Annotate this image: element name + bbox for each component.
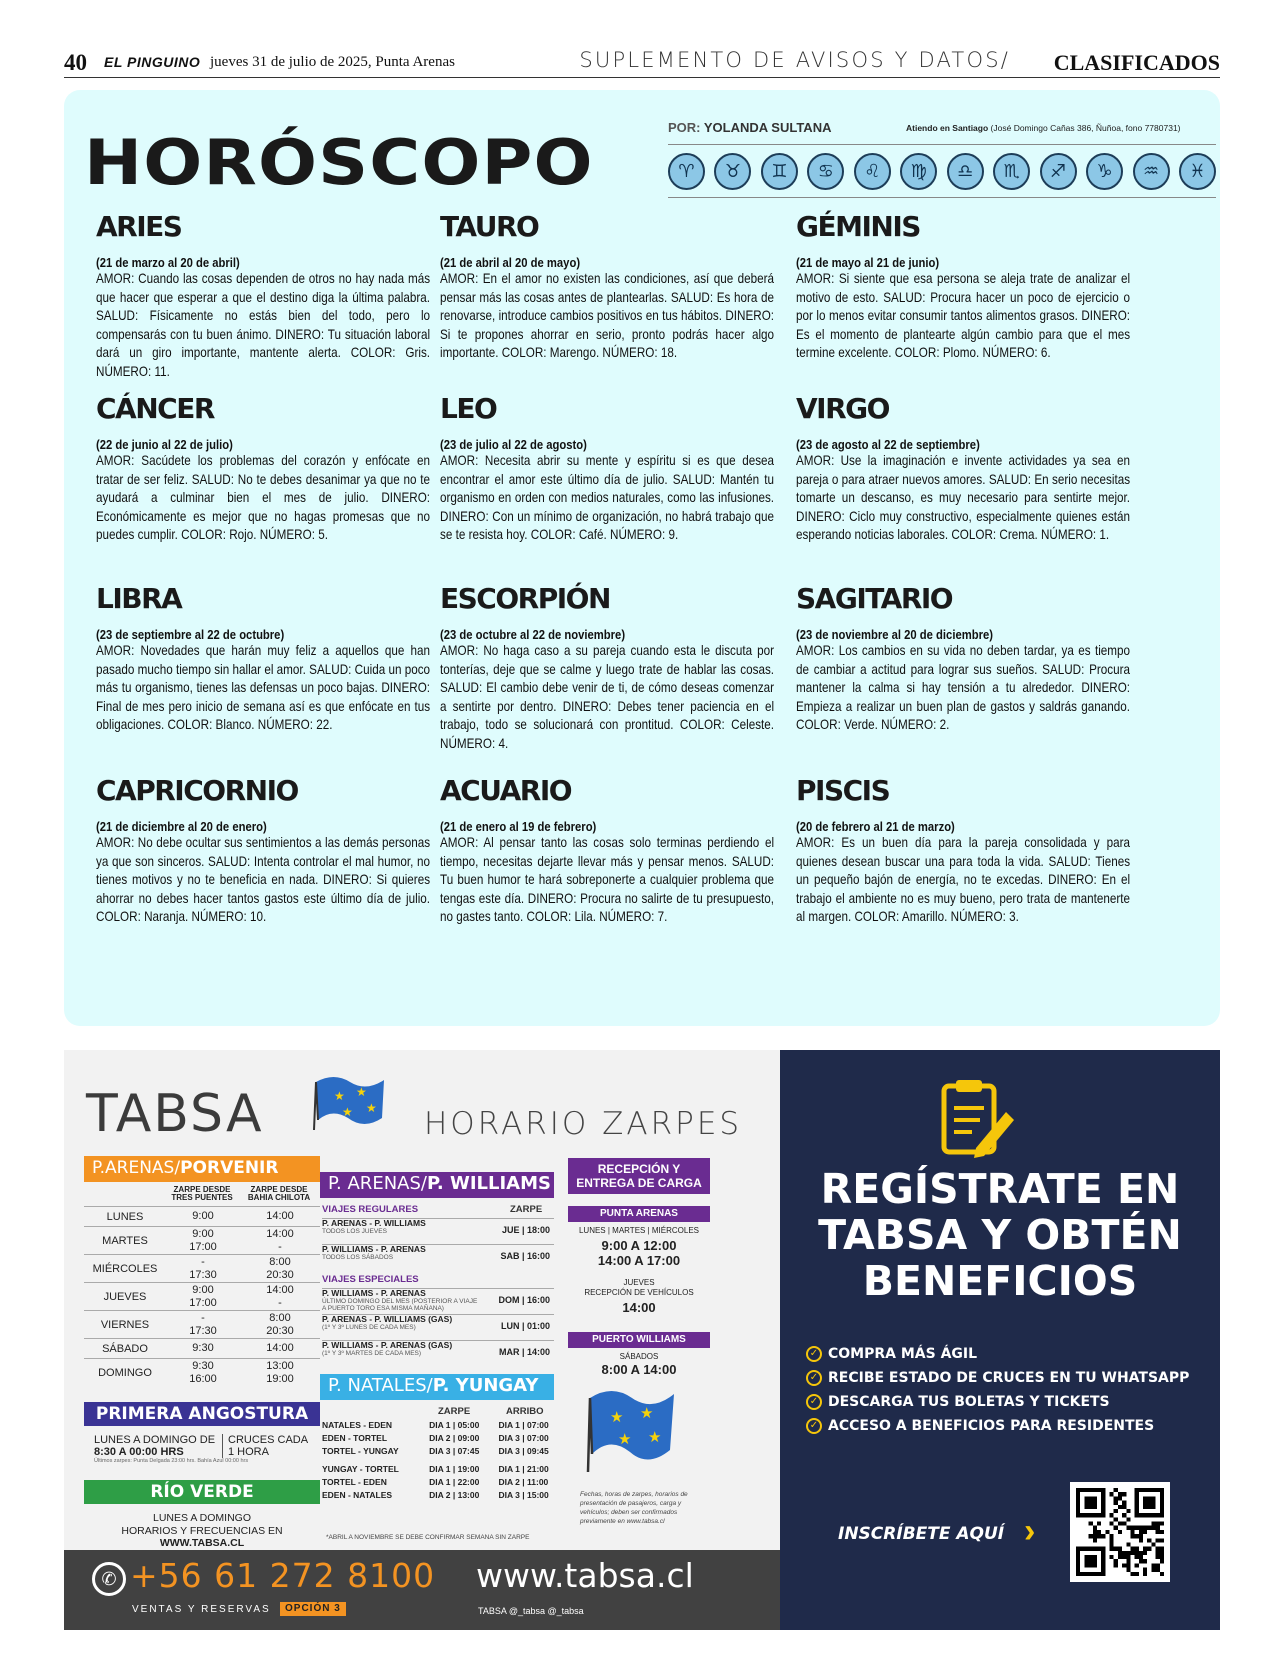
flag-icon: [582, 1384, 680, 1474]
page-number: 40: [64, 50, 87, 75]
table-cell: 9:00 17:00: [189, 1227, 217, 1253]
svg-text:★: ★: [610, 1409, 624, 1426]
route-note: TODOS LOS SÁBADOS: [322, 1254, 394, 1261]
sign-name: LEO: [440, 392, 497, 425]
sign-text: AMOR: Use la imaginación e invente actividades ya sea en pareja o para atraer nuevos amores. SALUD: En serio necesitas tomarte un descanso, es muy necesario para sentirte mejor. DINERO: Ciclo muy constructivo, especialmente quienes están esperando noticias laborales. COLOR: Crema. NÚMERO: 1.: [796, 453, 1131, 543]
table-cell: 8:00 20:30: [266, 1311, 294, 1337]
svg-text:★: ★: [640, 1405, 654, 1422]
social-handles: TABSA @_tabsa @_tabsa: [478, 1606, 584, 1616]
sign-dates: (21 de enero al 19 de febrero): [440, 820, 597, 834]
list-item: [322, 1446, 554, 1456]
sign-capricornio: [96, 774, 430, 927]
sign-text: AMOR: No debe ocultar sus sentimientos a las demás personas ya que son sinceros. SALUD: Intenta controlar el mal humor, no tienes motivos y no te beneficia en nada. DINERO: Si quieres ahorrar no debes hacer tantos gastos este último día de julio. COLOR: Naranja. NÚMERO: 10.: [96, 835, 431, 925]
horoscope-attend: Atiendo en Santiago (José Domingo Cañas 386, Ñuñoa, fono 7780731): [906, 123, 1181, 133]
sign-cáncer: [96, 392, 430, 545]
pa-vehiculos: RECEPCIÓN DE VEHÍCULOS: [584, 1288, 694, 1297]
sign-name: CÁNCER: [96, 392, 214, 425]
sign-dates: (23 de julio al 22 de agosto): [440, 438, 587, 452]
sign-aries: [96, 210, 430, 382]
table-cell: TORTEL - YUNGAY: [322, 1446, 399, 1456]
sign-name: ARIES: [96, 210, 182, 243]
table-row: [84, 1338, 320, 1358]
section-label: CLASIFICADOS: [1053, 50, 1220, 75]
table-cell: 14:00: [266, 1342, 294, 1354]
sign-virgo: [796, 392, 1130, 545]
svg-text:★: ★: [342, 1105, 353, 1119]
list-item: [322, 1464, 554, 1474]
table-row: [84, 1358, 320, 1386]
angostura-hours: LUNES A DOMINGO DE 8:30 A 00:00 HRS: [94, 1434, 216, 1458]
table-cell: - 17:30: [189, 1311, 217, 1337]
zodiac-sign-icon: ♋: [807, 153, 844, 190]
route-time: SAB | 16:00: [500, 1251, 550, 1261]
angostura-note: Últimos zarpes: Punta Delgada 23:00 hrs. Bahía Azul 00:00 hrs: [94, 1458, 249, 1464]
sign-acuario: [440, 774, 774, 927]
angostura-freq: CRUCES CADA 1 HORA: [222, 1434, 308, 1458]
table-row: [84, 1206, 320, 1226]
pa-jueves: JUEVES: [623, 1278, 655, 1287]
regular-label: VIAJES REGULARES: [322, 1204, 419, 1215]
rio-verde-title: RÍO VERDE: [84, 1480, 320, 1504]
divider: [668, 144, 1216, 145]
williams-title: P. ARENAS/P. WILLIAMS: [320, 1172, 554, 1198]
zodiac-icons-row: [668, 153, 1216, 191]
sign-name: PISCIS: [796, 774, 890, 807]
table-cell: EDEN - TORTEL: [322, 1433, 388, 1443]
table-cell: DIA 1 | 05:00: [429, 1420, 480, 1430]
horoscope-title: HORÓSCOPO: [84, 126, 594, 199]
sign-dates: (20 de febrero al 21 de marzo): [796, 820, 955, 834]
table-cell: JUEVES: [103, 1290, 147, 1303]
sign-dates: (23 de agosto al 22 de septiembre): [796, 438, 980, 452]
route-time: DOM | 16:00: [498, 1295, 550, 1305]
angostura-title: PRIMERA ANGOSTURA: [84, 1402, 320, 1426]
sign-leo: [440, 392, 774, 545]
sign-tauro: [440, 210, 774, 363]
table-cell: DIA 2 | 09:00: [429, 1433, 480, 1443]
ad-footer: [64, 1550, 780, 1630]
zodiac-sign-icon: ♈: [668, 153, 705, 190]
sign-text: AMOR: En el amor no existen las condiciones, así que deberá pensar más las cosas antes de plantearlas. SALUD: Es hora de renovarse, introduce cambios positivos en tus hábitos. DINERO: Si te propones ahorrar en serio, pronto podrás hacer algo importante. COLOR: Marengo. NÚMERO: 18.: [440, 271, 775, 361]
table-cell: 9:00 17:00: [189, 1283, 217, 1309]
rio-verde-info: LUNES A DOMINGO HORARIOS Y FRECUENCIAS EN WWW.TABSA.CL: [121, 1512, 283, 1549]
svg-text:★: ★: [366, 1101, 377, 1115]
benefit-label: RECIBE ESTADO DE CRUCES EN TU WHATSAPP: [828, 1370, 1190, 1386]
route-note: (1º Y 3º MARTES DE CADA MES): [322, 1350, 422, 1357]
sign-name: ESCORPIÓN: [440, 582, 610, 615]
check-icon: ✓: [806, 1370, 822, 1386]
route-time: MAR | 14:00: [498, 1347, 550, 1357]
sign-dates: (22 de junio al 22 de julio): [96, 438, 233, 452]
sign-dates: (23 de noviembre al 20 de diciembre): [796, 628, 993, 642]
table-cell: MIÉRCOLES: [92, 1262, 158, 1275]
pa-vehiculos-hora: 14:00: [622, 1300, 656, 1315]
pw-hours: 8:00 A 14:00: [601, 1362, 677, 1377]
table-cell: - 17:30: [189, 1255, 217, 1281]
especiales-label: VIAJES ESPECIALES: [322, 1274, 419, 1285]
chevron-right-icon: ›: [1024, 1512, 1036, 1550]
route-note: ÚLTIMO DOMINGO DEL MES (POSTERIOR A VIAJE A PUERTO TORO ESA MISMA MAÑANA): [322, 1298, 478, 1312]
zodiac-sign-icon: ♐: [1040, 153, 1077, 190]
pa-hours-2: 14:00 A 17:00: [597, 1253, 681, 1268]
list-item: [322, 1288, 554, 1312]
route-note: (1º Y 3º LUNES DE CADA MES): [322, 1324, 416, 1331]
carga-title: RECEPCIÓN Y ENTREGA DE CARGA: [568, 1158, 710, 1194]
sign-text: AMOR: No haga caso a su pareja cuando esta le discuta por tonterías, deje que se calme y luego trate de hablar las cosas. SALUD: El cambio debe venir de ti, de cómo deseas comenzar a sentirte por dentro. DINERO: Debes tener paciencia en el trabajo, todo se solucionará con prontitud. COLOR: Celeste. NÚMERO: 4.: [440, 643, 775, 751]
table-cell: 8:00 20:30: [266, 1255, 294, 1281]
phone-number[interactable]: +56 61 272 8100: [130, 1556, 436, 1595]
table-cell: DOMINGO: [98, 1366, 152, 1379]
pa-hours-1: 9:00 A 12:00: [601, 1238, 677, 1253]
list-item: [322, 1477, 554, 1487]
ventas-label: VENTAS Y RESERVAS: [132, 1604, 271, 1615]
table-cell: MARTES: [102, 1234, 148, 1247]
sign-text: AMOR: Los cambios en su vida no deben tardar, ya es tiempo de cambiar a actitud para lograr sus sueños. SALUD: Procura mantener la calma si hay tensión a tu alrededor. DINERO: Empieza a realizar un buen plan de gastos y saldrás ganando. COLOR: Verde. NÚMERO: 2.: [796, 643, 1131, 733]
benefit-item: [806, 1414, 1216, 1438]
sign-sagitario: [796, 582, 1130, 735]
sign-text: AMOR: Sacúdete los problemas del corazón y enfócate en tratar de ser feliz. SALUD: No te debes desanimar ya que no te ayudará a culminar bien el mes de julio. DINERO: Económicamente es mejor que no hagas promesas que no puedes cumplir. COLOR: Rojo. NÚMERO: 5.: [96, 453, 431, 543]
table-cell: 14:00 -: [266, 1283, 294, 1309]
pa-days: LUNES | MARTES | MIÉRCOLES: [578, 1226, 700, 1235]
table-cell: DIA 3 | 09:45: [498, 1446, 549, 1456]
sign-text: AMOR: Es un buen día para la pareja consolidada y para quienes desean buscar una para toda la vida. SALUD: Tienes un pequeño bajón de energía, no te excedas. DINERO: En el trabajo el ambiente no es muy bueno, pero trata de mantenerte al margen. COLOR: Amarillo. NÚMERO: 3.: [796, 835, 1131, 925]
website-link[interactable]: www.tabsa.cl: [476, 1556, 694, 1595]
document-pen-icon: [936, 1076, 1016, 1160]
punta-arenas-label: PUNTA ARENAS: [568, 1206, 710, 1222]
benefit-label: DESCARGA TUS BOLETAS Y TICKETS: [828, 1394, 1110, 1410]
sign-libra: [96, 582, 430, 735]
route: P. WILLIAMS - P. ARENAS: [322, 1288, 426, 1298]
svg-text:★: ★: [648, 1429, 662, 1446]
table-cell: EDEN - NATALES: [322, 1490, 393, 1500]
benefit-item: [806, 1342, 1216, 1366]
table-cell: DIA 1 | 19:00: [429, 1464, 480, 1474]
flag-icon: [312, 1072, 388, 1132]
sign-dates: (23 de octubre al 22 de noviembre): [440, 628, 626, 642]
issue-date: jueves 31 de julio de 2025, Punta Arenas: [210, 54, 455, 70]
zodiac-sign-icon: ♍: [900, 153, 937, 190]
qr-code-icon[interactable]: [1070, 1482, 1170, 1582]
disclaimer: Fechas, horas de zarpes, horarios de presentación de pasajeros, carga y vehículos; deben ser confirmados previamente en www.tabsa.cl: [580, 1491, 688, 1525]
route-time: LUN | 01:00: [500, 1321, 550, 1331]
check-icon: ✓: [806, 1346, 822, 1362]
svg-text:★: ★: [334, 1089, 345, 1103]
inscribe-cta[interactable]: INSCRÍBETE AQUÍ: [838, 1524, 1005, 1544]
table-cell: DIA 1 | 22:00: [429, 1477, 480, 1487]
svg-text:★: ★: [356, 1085, 367, 1099]
supplement-label: SUPLEMENTO DE AVISOS Y DATOS/: [579, 48, 1010, 72]
table-cell: DIA 2 | 11:00: [498, 1477, 549, 1487]
benefits-list: [806, 1342, 1216, 1438]
list-item: [322, 1433, 554, 1443]
route-time: JUE | 18:00: [501, 1225, 550, 1235]
table-cell: VIERNES: [100, 1318, 150, 1331]
sign-piscis: [796, 774, 1130, 927]
zodiac-sign-icon: ♏: [993, 153, 1030, 190]
arribo-label: ARRIBO: [506, 1406, 544, 1417]
table-row: [84, 1282, 320, 1310]
table-cell: DIA 3 | 07:45: [429, 1446, 480, 1456]
table-cell: DIA 1 | 07:00: [498, 1420, 549, 1430]
sign-géminis: [796, 210, 1130, 363]
sign-name: VIRGO: [796, 392, 889, 425]
table-row: [84, 1254, 320, 1282]
zarpe-label: ZARPE: [510, 1204, 543, 1215]
sign-text: AMOR: Novedades que harán muy feliz a aquellos que han pasado mucho tiempo sin hallar el amor. SALUD: Cuida un poco más tu organismo, tienes las defensas un poco bajas. DINERO: Final de mes pero inicio de semana así es que enfócate en tus obligaciones. COLOR: Blanco. NÚMERO: 22.: [96, 643, 431, 733]
table-row: [84, 1310, 320, 1338]
newspaper-brand: EL PINGUINO: [104, 54, 201, 70]
list-item: [322, 1218, 554, 1235]
table-cell: 9:30: [192, 1342, 214, 1354]
sign-name: LIBRA: [96, 582, 182, 615]
sign-name: TAURO: [440, 210, 539, 243]
sign-dates: (23 de septiembre al 22 de octubre): [96, 628, 285, 642]
col-header: ZARPE DESDE TRES PUENTES: [171, 1185, 233, 1202]
table-cell: DIA 2 | 13:00: [429, 1490, 480, 1500]
benefit-item: [806, 1366, 1216, 1390]
sign-dates: (21 de mayo al 21 de junio): [796, 256, 940, 270]
register-title: REGÍSTRATE EN TABSA Y OBTÉN BENEFICIOS: [818, 1165, 1182, 1305]
table-cell: YUNGAY - TORTEL: [322, 1464, 399, 1474]
list-item: [322, 1340, 554, 1357]
horario-title: HORARIO ZARPES: [424, 1106, 743, 1142]
sign-name: ACUARIO: [440, 774, 572, 807]
zodiac-sign-icon: ♑: [1086, 153, 1123, 190]
zodiac-sign-icon: ♒: [1133, 153, 1170, 190]
check-icon: ✓: [806, 1418, 822, 1434]
benefit-label: ACCESO A BENEFICIOS PARA RESIDENTES: [828, 1418, 1155, 1434]
list-item: [322, 1314, 554, 1331]
porvenir-table: [84, 1206, 320, 1386]
zodiac-sign-icon: ♓: [1179, 153, 1216, 190]
svg-text:★: ★: [618, 1431, 632, 1448]
zodiac-sign-icon: ♎: [947, 153, 984, 190]
sign-dates: (21 de marzo al 20 de abril): [96, 256, 240, 270]
list-item: [322, 1490, 554, 1500]
zodiac-sign-icon: ♉: [714, 153, 751, 190]
check-icon: ✓: [806, 1394, 822, 1410]
yungay-title: P. NATALES/P. YUNGAY: [320, 1374, 554, 1400]
sign-name: SAGITARIO: [796, 582, 953, 615]
sign-escorpión: [440, 582, 774, 754]
route: P. WILLIAMS - P. ARENAS (GAS): [322, 1340, 453, 1350]
sign-text: AMOR: Necesita abrir su mente y espíritu si es que desea encontrar el amor este último día de julio. SALUD: Mantén tu organismo en orden con medios naturales, como las infusiones. DINERO: Con un mínimo de organización, no habrá trabajo que se te resista hoy. COLOR: Café. NÚMERO: 9.: [440, 453, 775, 543]
zodiac-sign-icon: ♊: [761, 153, 798, 190]
table-cell: TORTEL - EDEN: [322, 1477, 387, 1487]
horoscope-author: POR: YOLANDA SULTANA: [668, 120, 832, 135]
table-cell: NATALES - EDEN: [322, 1420, 393, 1430]
table-cell: 14:00 -: [266, 1227, 294, 1253]
pw-days: SÁBADOS: [619, 1352, 659, 1361]
route: P. ARENAS - P. WILLIAMS (GAS): [322, 1314, 453, 1324]
list-item: [322, 1244, 554, 1261]
zarpe-label: ZARPE: [438, 1406, 471, 1417]
horoscope-section: [64, 90, 1220, 1026]
table-cell: 9:00: [192, 1210, 214, 1222]
divider: [668, 197, 1216, 198]
table-row: [84, 1226, 320, 1254]
table-cell: DIA 1 | 21:00: [498, 1464, 549, 1474]
benefit-label: COMPRA MÁS ÁGIL: [828, 1346, 978, 1362]
sign-text: AMOR: Cuando las cosas dependen de otros no hay nada más que hacer que esperar a que el destino diga la última palabra. SALUD: Físicamente no estás bien del todo, pero lo compensarás con tu buen ánimo. DINERO: Tu situación laboral dará un giro importante, mantente alerta. COLOR: Gris. NÚMERO: 11.: [96, 271, 431, 379]
table-cell: 13:00 19:00: [266, 1359, 294, 1385]
page-header: [64, 48, 1220, 78]
puerto-williams-label: PUERTO WILLIAMS: [568, 1332, 710, 1348]
sign-name: GÉMINIS: [796, 210, 920, 243]
col-header: ZARPE DESDE BAHIA CHILOTA: [247, 1185, 311, 1202]
opcion-badge: OPCIÓN 3: [280, 1602, 346, 1616]
sign-text: AMOR: Si siente que esa persona se aleja trate de analizar el motivo de esto. SALUD: Procura hacer un poco de ejercicio o por lo menos evitar consumir tantos alimentos grasos. DINERO: Es el momento de plantearte algún cambio para que el mes termine excelente. COLOR: Plomo. NÚMERO: 6.: [796, 271, 1131, 361]
register-panel: [780, 1050, 1220, 1630]
table-cell: 14:00: [266, 1210, 294, 1222]
table-cell: DIA 3 | 07:00: [498, 1433, 549, 1443]
list-item: [322, 1420, 554, 1430]
sign-dates: (21 de abril al 20 de mayo): [440, 256, 581, 270]
porvenir-title: P.ARENAS/PORVENIR: [84, 1156, 320, 1182]
route-note: TODOS LOS JUEVES: [322, 1228, 387, 1235]
table-cell: SÁBADO: [102, 1342, 148, 1355]
benefit-item: [806, 1390, 1216, 1414]
sign-dates: (21 de diciembre al 20 de enero): [96, 820, 267, 834]
yungay-note: *ABRIL A NOVIEMBRE SE DEBE CONFIRMAR SEMANA SIN ZARPE: [326, 1534, 530, 1541]
sign-text: AMOR: Al pensar tanto las cosas solo terminas perdiendo el tiempo, necesitas dejarte llevar más y pensar menos. SALUD: Tu buen humor te hará sobreponerte a cualquier problema que tengas este día. DINERO: Procura no salirte de tu presupuesto, no gastes tanto. COLOR: Lila. NÚMERO: 7.: [440, 835, 775, 925]
tabsa-logo: TABSA: [86, 1084, 264, 1144]
route: P. ARENAS - P. WILLIAMS: [322, 1218, 426, 1228]
table-cell: DIA 3 | 15:00: [498, 1490, 549, 1500]
tabsa-ad: [64, 1050, 1220, 1630]
route: P. WILLIAMS - P. ARENAS: [322, 1244, 426, 1254]
zodiac-sign-icon: ♌: [854, 153, 891, 190]
table-cell: LUNES: [106, 1210, 144, 1223]
table-cell: 9:30 16:00: [189, 1359, 217, 1385]
sign-name: CAPRICORNIO: [96, 774, 298, 807]
phone-icon: ✆: [92, 1562, 126, 1596]
